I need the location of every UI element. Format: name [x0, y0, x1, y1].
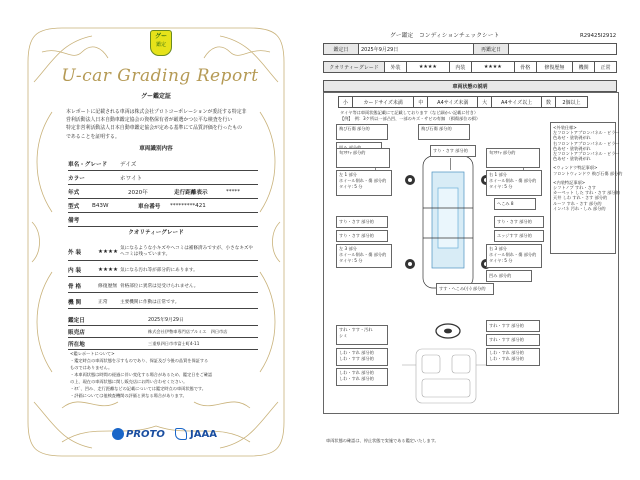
footnote-line: ・本車両状態は時間の経過に伴い変化する場合があるため、鑑定日をご確認: [70, 372, 213, 377]
damage-label: すれ・すす 部分的: [489, 337, 524, 342]
label-box-right-rear-wheel: [486, 244, 542, 268]
vehicle-color-value: ホワイト: [120, 176, 143, 182]
quality-description: 気になる汚れ等が部分的にあります。: [120, 267, 198, 273]
jaaa-logo: [175, 426, 217, 442]
quality-row-frame: [68, 279, 258, 293]
proto-logo-mark-icon: [112, 428, 124, 440]
vehicle-name-label: 車名・グレード: [68, 162, 108, 168]
report-title: U-car Grading Report: [61, 66, 259, 86]
grade-exterior-label: 外装: [385, 62, 407, 73]
note-line: インパネ 汚れ・しみ 部分的: [553, 205, 606, 211]
damage-label: ホイール削れ・傷 部分的: [339, 178, 387, 183]
date-value-cell: 2025年9月29日: [359, 44, 474, 55]
quality-description: [120, 246, 253, 258]
quality-desc-line1: 気になるような小キズやヘコミは補修済みですが、小さなキズや: [120, 246, 254, 251]
damage-label: 左 3 部分: [339, 246, 357, 251]
grade-engine-label: 機関: [573, 62, 595, 73]
label-box-interior-right-1: [486, 320, 540, 332]
label-box-interior-right-2: [486, 334, 540, 346]
damage-label: 左 1 部分: [339, 172, 357, 177]
label-box-left-front-wheel: [336, 170, 392, 196]
size-count-desc: 2個以上: [555, 97, 587, 108]
label-box-left-front-door: [336, 148, 390, 168]
footnote-line: ものではありません。: [70, 365, 113, 370]
goo-appraisal-badge: [150, 30, 172, 56]
proto-logo: [112, 426, 165, 442]
note-line: 左フロントアプロンパネル・ビラー: [553, 151, 620, 157]
label-box-left-skirt: [336, 230, 388, 242]
check-sheet-title: グー鑑定 コンディションチェックシート: [390, 33, 500, 39]
damage-label: タイヤ: 5 分: [339, 184, 363, 189]
damage-label: しわ・すれ 部分的: [489, 356, 524, 361]
location-label: 所在地: [68, 341, 85, 348]
vehicle-model-value: B43W: [92, 203, 109, 209]
damage-label: 飛び石傷 部分的: [421, 126, 452, 131]
size-large: 大: [478, 97, 492, 108]
intro-line: であることを証明する。: [66, 133, 120, 140]
note-line: シフトノブ すれ・さす: [553, 185, 596, 191]
location-row: [68, 338, 258, 350]
vehicle-state-title: [323, 80, 617, 92]
grade-frame-value: 修復歴無: [536, 62, 572, 73]
damage-label: エッジすす 部分的: [497, 233, 532, 238]
vehicle-section-heading: 車両識別内容: [139, 146, 173, 152]
label-box-right-front-wheel: [486, 170, 542, 196]
appraisal-date-table: [323, 43, 617, 55]
quality-stars: ★★★★: [98, 266, 119, 273]
vehicle-model-row: [68, 200, 258, 213]
jaaa-logo-text: JAAA: [190, 428, 217, 440]
condition-check-sheet: [318, 0, 640, 480]
appraisal-date-label: 鑑定日: [68, 317, 85, 324]
reappraisal-label-cell: 再鑑定日: [474, 44, 509, 55]
vehicle-name-row: [68, 158, 258, 171]
note-line: ルーフ すれ・さす 部分的: [553, 200, 602, 206]
note-line: <外装仕様>: [553, 125, 577, 130]
state-title-cell: 車両状態の説明: [324, 81, 617, 92]
footnote-line: ・ｷｽﾞ、凹み、走行距離などの記載については鑑定時点の車両状態です。: [70, 386, 206, 391]
label-box-interior-left: [336, 325, 388, 345]
damage-label: へこみ 8: [497, 201, 514, 206]
note-line: 天井 しわ すれ・さす 部分的: [553, 195, 608, 201]
grade-interior-value: ★★★★: [471, 62, 514, 73]
damage-label: ホイール削れ・傷 部分的: [489, 178, 537, 183]
note-line: <内装特記事項>: [553, 179, 586, 185]
quality-description: 骨格部位に異常は見受けられません。: [120, 283, 199, 289]
damage-label: タイヤ: 5 分: [489, 184, 513, 189]
appraisal-date-value: 2025年9月29日: [148, 318, 184, 323]
appraisal-date-row: [68, 314, 258, 326]
damage-label: 右 1 部分: [489, 172, 507, 177]
label-box-left-mid: [336, 216, 388, 228]
footnote-block: [70, 350, 256, 399]
intro-line: 特定非営利活動法人日本自動車鑑定協会が定める基準にて品質評価を行ったもの: [66, 125, 243, 132]
intro-line: 営利活動法人日本自動車鑑定協会の資格保有者が厳選かつ公平な検査を行い: [66, 117, 233, 124]
dealer-value: 株式会社伊勢車専門店プルミエ 四日市店: [148, 328, 228, 334]
legend-note-1: タイヤ等は車両状態記載にて記載しております（など細かい記載に付き）: [340, 110, 479, 115]
damage-label: しわ・すれ 部分的: [339, 370, 374, 375]
grade-exterior-value: ★★★★: [406, 62, 449, 73]
size-small: 小: [339, 97, 353, 108]
certificate-subtitle: グー鑑定証: [140, 93, 171, 100]
vehicle-name-value: デイズ: [120, 162, 137, 168]
location-value: 三重県四日市市富士町4-11: [148, 340, 200, 346]
quality-grade-heading: クオリティーグレード: [324, 62, 385, 73]
label-box-right-fender: [494, 198, 536, 210]
damage-label: 右 3 部分: [489, 246, 507, 251]
quality-label: 外 装: [68, 250, 82, 256]
mileage-label: 走行距離表示: [174, 190, 208, 196]
grade-interior-label: 内装: [449, 62, 471, 73]
note-line: 色あせ・塗装剥がれ: [553, 156, 591, 162]
vehicle-year-label: 年式: [68, 190, 80, 196]
quality-row-engine: [68, 295, 258, 309]
bottom-note: 車両状態の確認は、停止状態で実施である鑑定いたします。: [326, 438, 439, 443]
quality-label: 機 関: [68, 299, 82, 306]
frame-number-value: *********421: [170, 203, 206, 209]
damage-label: すり・さす 部分的: [433, 148, 468, 153]
damage-label: しわ・すれ 部分的: [339, 350, 374, 355]
note-line: カーペット した すれ・さす 部分的: [553, 190, 620, 196]
dealer-label: 販売店: [68, 329, 85, 336]
label-box-left-rear-wheel: [336, 244, 392, 268]
damage-label: ホイール削れ・傷 部分的: [489, 252, 537, 257]
label-box-right-mid: [494, 216, 544, 228]
quality-row-exterior: [68, 244, 258, 261]
damage-label: すれ・すす・汚れ: [339, 327, 373, 332]
damage-label: すす・へこみ(小) 部分的: [439, 286, 486, 291]
frame-number-label: 車台番号: [138, 204, 161, 210]
damage-label: タイヤ: 5 分: [339, 258, 363, 263]
size-count: 数: [542, 97, 556, 108]
reappraisal-value-cell: [509, 44, 617, 55]
damage-label: シミ: [339, 333, 348, 338]
footnote-line: ・評価については他検査機関の評価と異なる場合があります。: [70, 393, 187, 398]
special-notes-box: [550, 122, 623, 254]
quality-stars: 修復歴無: [98, 284, 118, 289]
quality-label: 骨 格: [68, 283, 82, 290]
damage-label: すり・さす 部分的: [339, 219, 374, 224]
label-box-rear-bumper: [436, 283, 494, 295]
damage-label: しわ・すす 部分的: [339, 356, 374, 361]
size-large-desc: A4サイズ以上: [492, 97, 542, 108]
dealer-row: [68, 326, 258, 338]
label-box-seat-left-2: [336, 368, 388, 386]
vehicle-note-row: [68, 214, 258, 227]
damage-label: すれ・すす 部分的: [489, 323, 524, 328]
label-box-right-front-door: [486, 148, 540, 168]
damage-label: ホイール削れ・傷 部分的: [339, 252, 387, 257]
note-line: 右フロントアプロンパネル・ビラー: [553, 140, 620, 146]
steering-wheel-icon: [433, 322, 463, 340]
intro-line: 本レポートに記載される車両は株式会社プロトコーポレーションが委託する特定非: [66, 109, 247, 115]
label-box-front-center: [418, 124, 470, 140]
footnote-line: <鑑レポートについて>: [70, 351, 115, 356]
damage-label: すり・さす 部分的: [339, 233, 374, 238]
proto-logo-text: PROTO: [126, 428, 165, 440]
note-line: フロントウィンドウ 飛び石傷 部分的: [553, 170, 623, 176]
quality-section-heading: クオリティーグレード: [128, 230, 184, 236]
damage-label: 凹み 部分的: [489, 273, 512, 278]
label-box-right-skirt: [494, 230, 544, 242]
quality-stars: ★★★★: [98, 249, 119, 255]
badge-bottom-text: 鑑定: [155, 42, 166, 48]
size-medium: 中: [414, 97, 428, 108]
legend-note-2: 【例】 例：3ケ所以一部凸凹、一部のキズ・サビの有無 （損傷部位の損）: [340, 116, 481, 121]
quality-stars: 正常: [98, 300, 108, 305]
mileage-value: *****: [226, 189, 240, 195]
vehicle-year-row: [68, 186, 258, 199]
badge-top-text: グー: [154, 33, 167, 40]
quality-label: 内 装: [68, 267, 82, 274]
size-small-desc: カードサイズ未満: [352, 97, 414, 108]
jaaa-logo-mark-icon: [175, 428, 187, 440]
label-box-seat-right: [486, 348, 540, 366]
damage-label: すり・さす 部分的: [497, 219, 532, 224]
vehicle-color-row: [68, 172, 258, 185]
damage-label: タイヤ: 5 分: [489, 258, 513, 263]
interior-view-diagram: [396, 345, 496, 407]
label-box-front-left: [336, 124, 388, 140]
grade-engine-value: 正常: [595, 62, 617, 73]
footnote-line: ・鑑定時点の車両状態を示すものであり、保証及び今後の品質を保証する: [70, 358, 209, 363]
note-line: 色あせ・塗装剥がれ: [553, 135, 591, 141]
size-medium-desc: A4サイズ未満: [428, 97, 478, 108]
note-line: <ウィンドウ特記事項>: [553, 165, 598, 171]
damage-label: 飛び石傷 部分的: [339, 126, 370, 131]
label-box-wiper: [430, 145, 476, 157]
vehicle-year-value: 2020年: [128, 190, 148, 196]
quality-grade-table: [323, 61, 617, 73]
damage-label: しわ・すれ 部分的: [339, 376, 374, 381]
quality-desc-line2: ヘコミは残っています。: [120, 252, 171, 257]
vehicle-color-label: カラー: [68, 176, 85, 182]
quality-row-interior: [68, 263, 258, 277]
label-box-seat-left-1: [336, 348, 388, 366]
check-sheet-id: R29425I2912: [580, 33, 617, 39]
vehicle-note-label: 備考: [68, 218, 80, 224]
footnote-line: の上、現在の車両状態に関し販売店にお問い合わせください。: [70, 379, 188, 384]
damage-label: 旬ﾌｻﾘｯ 部分的: [489, 150, 516, 155]
damage-label: しわ・すれ 部分的: [489, 350, 524, 355]
grade-frame-label: 骨格: [514, 62, 536, 73]
intro-paragraph: [66, 108, 260, 141]
quality-description: 主要機関に作動は正常です。: [120, 299, 180, 305]
date-label-cell: 鑑定日: [324, 44, 359, 55]
vehicle-model-label: 型式: [68, 204, 80, 210]
label-box-right-quarter: [486, 270, 532, 282]
note-line: 色あせ・塗装剥がれ: [553, 145, 591, 151]
note-line: 左フロントアプロンパネル・ビラー: [553, 130, 620, 136]
damage-label: 旬ﾌｻﾘｯ 部分的: [339, 150, 366, 155]
grading-certificate: [0, 0, 312, 480]
